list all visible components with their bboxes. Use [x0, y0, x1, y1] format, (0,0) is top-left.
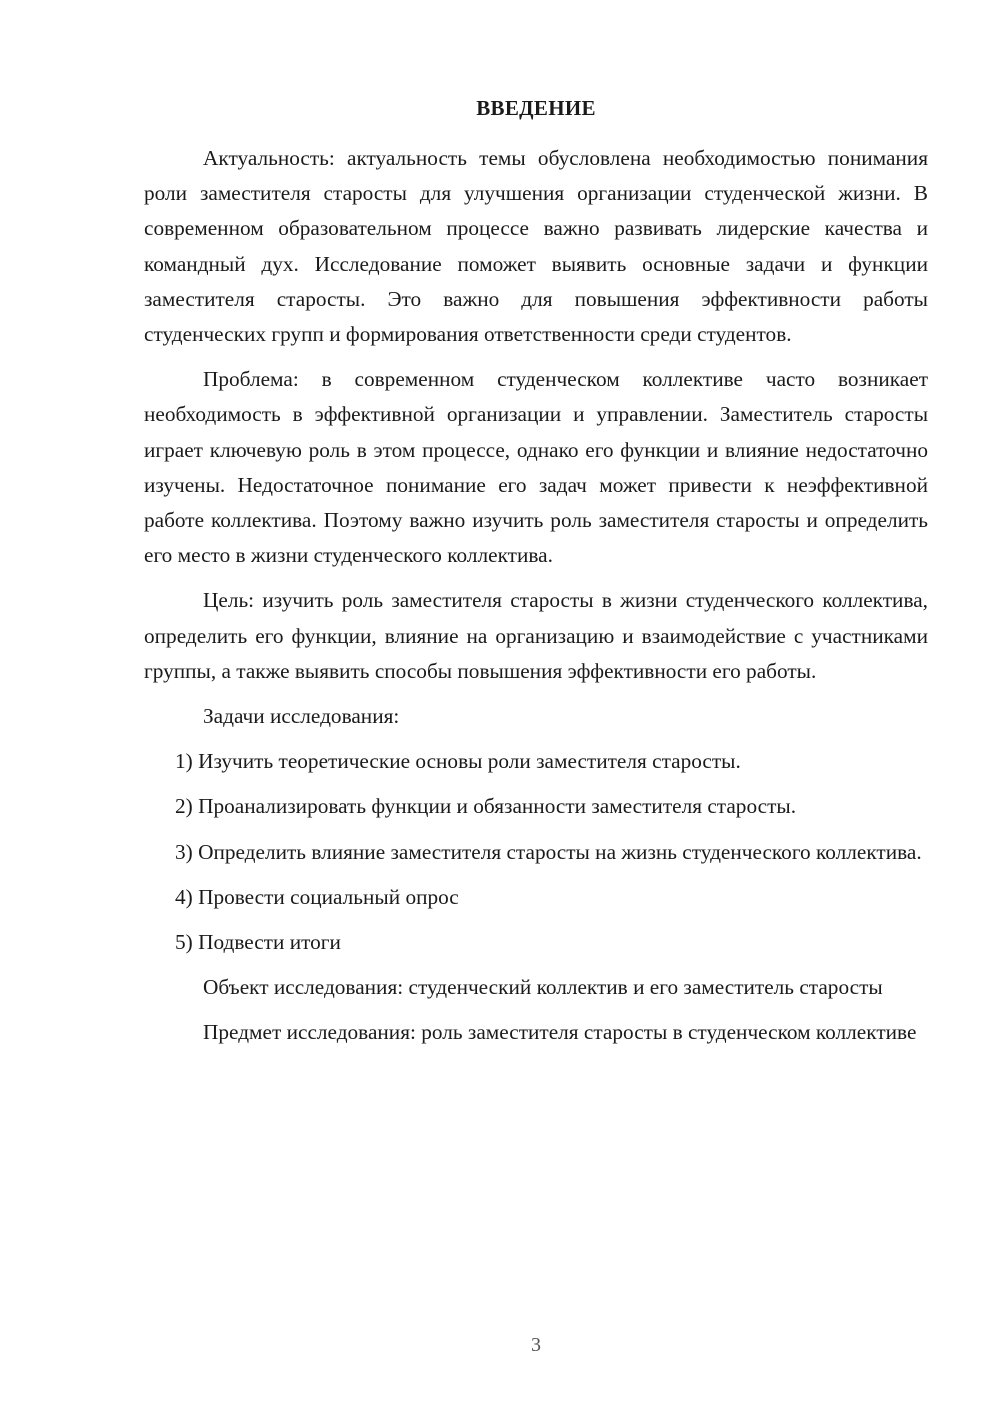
list-item-task-2: 2) Проанализировать функции и обязанности заместителя старосты. — [175, 794, 797, 819]
paragraph-relevance: Актуальность: актуальность темы обусловлена необходимостью понимания роли заместителя старосты для улучшения организации студенческой жизни. В современном образовательном процессе важно развивать лидерские качества и командный дух. Исследование поможет выявить основные задачи и функции заместителя старосты. Это важно для повышения эффективности работы студенческих групп и формирования ответственности среди студентов. — [144, 146, 928, 347]
paragraph-problem: Проблема: в современном студенческом коллективе часто возникает необходимость в эффективной организации и управлении. Заместитель старосты играет ключевую роль в этом процессе, однако его функции и влияние недостаточно изучены. Недостаточное понимание его задач может привести к неэффективной работе коллектива. Поэтому важно изучить роль заместителя старосты и определить его место в жизни студенческого коллектива. — [144, 367, 928, 568]
paragraph-tasks-intro: Задачи исследования: — [203, 704, 400, 729]
paragraph-subject: Предмет исследования: роль заместителя старосты в студенческом коллективе — [203, 1020, 917, 1045]
page-number: 3 — [531, 1334, 541, 1356]
list-item-task-1: 1) Изучить теоретические основы роли заместителя старосты. — [175, 749, 741, 774]
list-item-task-3: 3) Определить влияние заместителя старосты на жизнь студенческого коллектива. — [175, 839, 922, 864]
document-body — [144, 141, 928, 1061]
page-title: ВВЕДЕНИЕ — [476, 96, 596, 120]
list-item-task-5: 5) Подвести итоги — [175, 930, 341, 955]
list-item-task-4: 4) Провести социальный опрос — [175, 884, 459, 909]
paragraph-object: Объект исследования: студенческий коллектив и его заместитель старосты — [203, 975, 883, 1000]
paragraph-goal: Цель: изучить роль заместителя старосты в жизни студенческого коллектива, определить его функции, влияние на организацию и взаимодействие с участниками группы, а также выявить способы повышения эффективности его работы. — [144, 588, 928, 683]
